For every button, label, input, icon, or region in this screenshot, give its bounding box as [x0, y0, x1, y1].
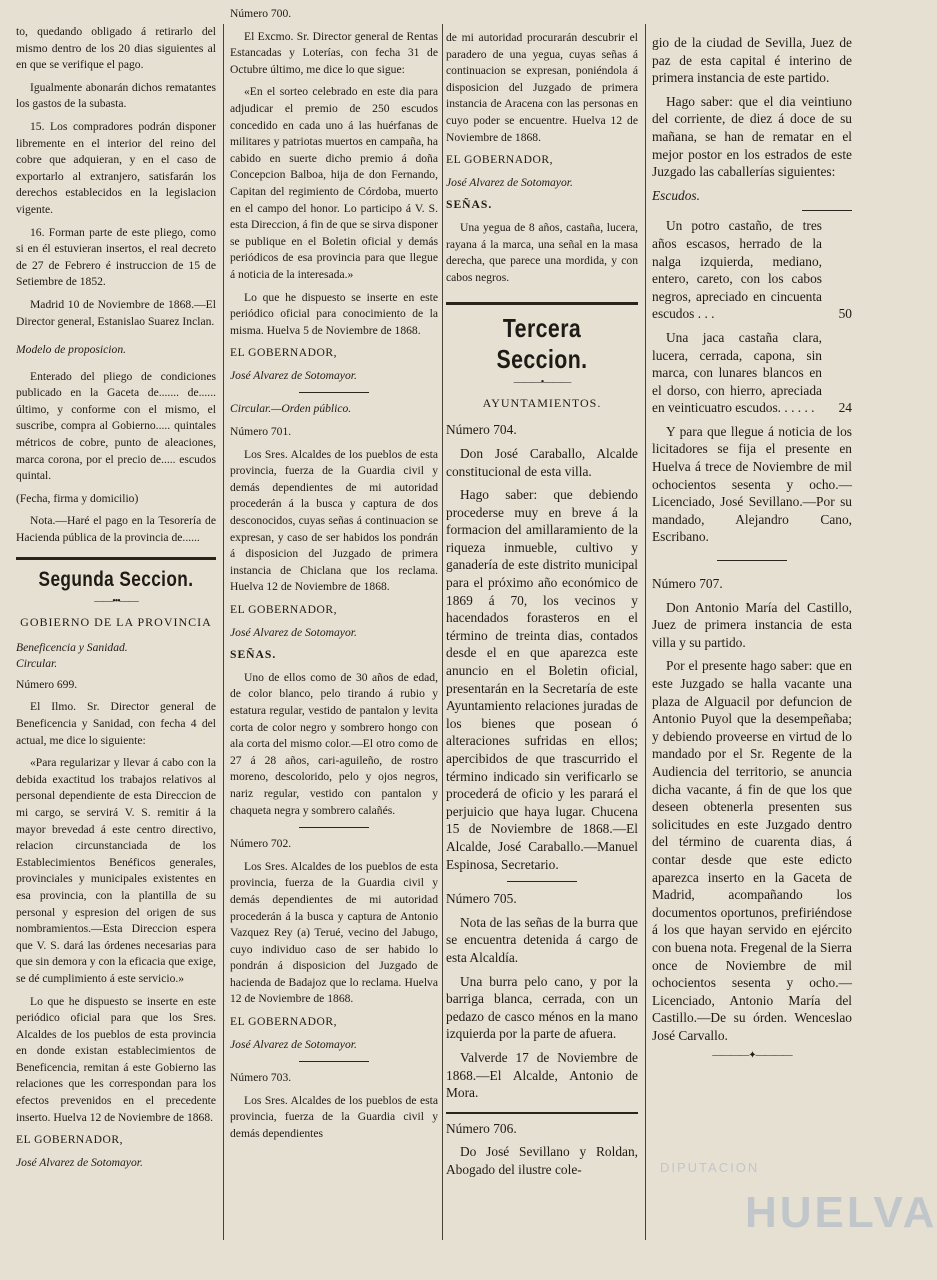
paragraph: Nota.—Haré el pago en la Tesorería de Hacienda pública de la provincia de...... — [16, 514, 216, 545]
column-3 — [446, 30, 638, 1250]
paragraph: Los Sres. Alcaldes de los pueblos de esta provincia, fuerza de la Guardia civil y demás dependientes — [230, 1093, 438, 1141]
signature-name: José Alvarez de Sotomayor. — [230, 368, 357, 382]
paragraph: Do José Sevillano y Roldan, Abogado del ilustre cole- — [446, 1144, 638, 1177]
ornament-divider: ——•••—— — [94, 595, 138, 607]
signature-title: EL GOBERNADOR, — [446, 153, 554, 167]
signature-name: José Alvarez de Sotomayor. — [446, 175, 573, 189]
notice-number: Número 699. — [16, 677, 78, 691]
paragraph: Don Antonio María del Castillo, Juez de primera instancia de esta villa y su partido. — [652, 599, 852, 650]
item-description: Una jaca castaña clara, lucera, cerrada, capona, sin marca, con lunares blancos en el dorso, con hierro, apreciada en veinticuatro escudos. . . . . . — [652, 329, 822, 416]
column-rule — [645, 24, 646, 1240]
paragraph: to, quedando obligado á retirarlo del mismo dentro de los 20 dias siguientes al en que se verifique el pago. — [16, 25, 216, 72]
paragraph: gio de la ciudad de Sevilla, Juez de paz de esta capital é interino de primera instancia de este partido. — [652, 35, 852, 86]
paragraph: Por el presente hago saber: que en este Juzgado se halla vacante una plaza de Alguacil por defuncion de Antonio Puyol que la desempeñaba; y debiendo proveerse en virtud de lo mandado por el Sr. Regente de la Audiencia del territorio, se anuncia dicha vacante, á fin de que los que deseen obtenerla presenten sus solicitudes en este Juzgado dentro del término de cuarenta dias, á contar desde que este edicto aparezca inserto en la Gaceta de Madrid, acompañando los documentos oportunos, prefiriéndose á los que hayan servido en ejército con buena nota. Fregenal de la Sierra once de Noviembre de mil ochocientos sesenta y ocho.—Licenciado, Antonio María del Castillo.—De su órden. Wenceslao José Carvallo. — [652, 658, 852, 1043]
column-1 — [16, 24, 216, 1250]
section-heading: Segunda Seccion. — [38, 567, 194, 591]
paragraph: «En el sorteo celebrado en este dia para adjudicar el premio de 250 escudos concedido en cada uno á las huérfanas de militares y patriotas muertos en campaña, ha cabido en suerte dicho premio á doña Concepcion Balboa, hija de don Fernando, Capitan del regimiento de Córdoba, muerto en el campo del honor. Lo participo á V. S. esta Direccion, á fin de que se sirva disponer se publique en el Boletin oficial y demás periódicos de esa provincia para que llegue á noticia de la interesada.» — [230, 85, 438, 281]
notice-number: Número 707. — [652, 576, 723, 592]
notice-number: Número 704. — [446, 422, 517, 438]
auction-item — [652, 217, 852, 329]
notice-number: Número 703. — [230, 1071, 292, 1085]
form-signature-line: (Fecha, firma y domicilio) — [16, 491, 139, 505]
notice-number: Número 700. — [230, 7, 292, 20]
notice-706 — [446, 1120, 638, 1179]
ornament-divider: ———•——— — [513, 377, 571, 389]
notice-705 — [446, 890, 638, 1102]
paragraph: Los Sres. Alcaldes de los pueblos de esta provincia, fuerza de la Guardia civil y demás dependientes de mi autoridad procederán á la busca y captura de Antonio Vazquez Rey (a) Terué, vecino del Jabugo, cuyo individuo caso de ser habido lo pondrán á disposicion del Juzgado de hacienda de Badajoz que lo reclama. Huelva 12 de Noviembre de 1868. — [230, 859, 438, 1006]
column-2 — [230, 6, 438, 1250]
item-description: Un potro castaño, de tres años escasos, herrado de la nalga izquierda, mediano, entero, careto, con los cabos negros, apreciado en cincuenta escudos . . . — [652, 218, 822, 322]
divider — [16, 557, 216, 560]
column-rule — [223, 24, 224, 1240]
divider — [802, 210, 852, 211]
watermark: HUELVA — [745, 1188, 937, 1237]
divider — [717, 560, 787, 561]
section-subtitle: Circular. — [16, 657, 58, 671]
column-label: Escudos. — [652, 187, 700, 203]
divider — [446, 1112, 638, 1114]
paragraph: Los Sres. Alcaldes de los pueblos de esta provincia, fuerza de la Guardia civil y demás dependientes de mi autoridad procederán á la busca y captura de dos desconocidos, cuyas señas á continuacion se expresan, y caso de ser habidos los pondrán á disposicion del Juzgado de primera instancia de Chiclana que los reclama. Huelva 12 de Noviembre de 1868. — [230, 447, 438, 594]
subheading: GOBIERNO DE LA PROVINCIA — [20, 614, 212, 629]
signature-title: EL GOBERNADOR, — [230, 346, 338, 360]
signature-name: José Alvarez de Sotomayor. — [230, 625, 357, 639]
paragraph: Una yegua de 8 años, castaña, lucera, rayana á la marca, una señal en la masa derecha, que parece una mordida, y con cabos negros. — [446, 220, 638, 284]
paragraph: Y para que llegue á noticia de los licitadores se fija el presente en Huelva á trece de Noviembre de mil ochocientos sesenta y ocho.—Licenciado, José Sevillano.—Por su mandado, Alejandro Cano, Escribano. — [652, 423, 852, 545]
paragraph: Hago saber: que debiendo procederse muy en breve á la formacion del amillaramiento de la riqueza inmueble, cultivo y ganadería de este distrito municipal para el próximo año económico de 1869 á 70, los vecinos y hacendados forasteros en el término de treinta dias, contados desde el en que aparezca este anuncio en el Boletin oficial, presentarán en la Secretaría de este Ayuntamiento relaciones juradas de los bienes que posean ó alteraciones sufridas en ellos; apercibidos de que trascurrido el término indicado sin verificarlo se procederá de oficio y les parará el perjuicio que haya lugar. Chucena 15 de Noviembre de 1868.—El Alcalde, José Caraballo.—Manuel Espinosa, Secretario. — [446, 487, 638, 872]
signature-name: José Alvarez de Sotomayor. — [230, 1037, 357, 1051]
paragraph: de mi autoridad procurarán descubrir el paradero de una yegua, cuyas señas á continuacion se expresan, poniéndola á disposicion del Juzgado de primera instancia de Aracena con las personas en cuyo poder se encuentre. Huelva 12 de Noviembre de 1868. — [446, 31, 638, 144]
paragraph: Uno de ellos como de 30 años de edad, de color blanco, pelo tirando á rubio y estatura regular, vestido de pantalon y levita corta de color negro y sombrero hongo con ala corta del mismo color.—El otro como de 27 á 28 años, cari-aguileño, de rostro moreno, descolorido, pelo y ojos negros, nariz regular, vestido con pantalon y chaqueta negra y sombrero calañés. — [230, 670, 438, 817]
column-rule — [442, 24, 443, 1240]
paragraph: «Para regularizar y llevar á cabo con la debida exactitud los trabajos relativos al personal dependiente de esta Direccion de mi cargo, se servirá V. S. remitir á la mayor brevedad á este centro directivo, relacion circunstanciada de los Establecimientos Benéficos generales, provinciales y municipales existentes en esa provincia, con la plantilla de su personal y espresion del origen de sus nombramientos.—Esta Direccion espera que V. S. dará las órdenes necesarias para que sin demora y con la eficacia que exige, se dé cumplimiento á este servicio.» — [16, 756, 216, 985]
divider — [507, 881, 577, 882]
paragraph: Nota de las señas de la burra que se encuentra detenida á cargo de esta Alcaldía. — [446, 914, 638, 965]
paragraph: El Ilmo. Sr. Director general de Beneficencia y Sanidad, con fecha 4 del actual, me dice lo siguiente: — [16, 700, 216, 747]
section-subtitle: Circular.—Orden público. — [230, 402, 352, 416]
watermark-small: DIPUTACION — [660, 1160, 760, 1175]
paragraph: El Excmo. Sr. Director general de Rentas Estancadas y Loterías, con fecha 31 de Octubre último, me dice lo que sigue: — [230, 29, 438, 76]
paragraph: Madrid 10 de Noviembre de 1868.—El Director general, Estanislao Suarez Inclan. — [16, 297, 216, 328]
divider — [299, 1061, 369, 1062]
divider — [299, 392, 369, 393]
paragraph: Hago saber: que el dia veintiuno del corriente, de diez á doce de su mañana, se han de rematar en el mejor postor en los estrados de este Juzgado las caballerías siguientes: — [652, 93, 852, 180]
item-price: 24 — [838, 400, 852, 416]
paragraph: Lo que he dispuesto se inserte en este periódico oficial para que los Sres. Alcaldes de los pueblos de esta provincia en donde existan establecimientos de Beneficencia, remitan á este Gobierno las relaciones que les correspondan para los efectos prevenidos en el precedente inserto. Huelva 12 de Noviembre de 1868. — [16, 994, 216, 1124]
notice-number: Número 701. — [230, 425, 292, 439]
divider — [299, 827, 369, 828]
section-heading: Tercera Seccion. — [496, 313, 588, 375]
signature-name: José Alvarez de Sotomayor. — [16, 1155, 143, 1169]
ornament-divider: ————✦———— — [712, 1050, 792, 1062]
signature-title: EL GOBERNADOR, — [230, 603, 338, 616]
column-4 — [652, 34, 852, 1250]
paragraph: Igualmente abonarán dichos rematantes los gastos de la subasta. — [16, 80, 216, 111]
paragraph: Don José Caraballo, Alcalde constitucional de esta villa. — [446, 445, 638, 479]
auction-item — [652, 329, 852, 423]
paragraph: Una burra pelo cano, y por la barriga blanca, cerrada, con un pedazo de casco ménos en la mano izquierda por la parte de afuera. — [446, 973, 638, 1042]
signs-heading: SEÑAS. — [230, 648, 277, 662]
paragraph: Enterado del pliego de condiciones publicado en la Gaceta de....... de...... último, y conforme con el mismo, el suscribe, compra al Gobierno..... quintales métricos de cobre, punto de aleaciones, marca corona, por el precio de..... escudos quintal. — [16, 369, 216, 483]
paragraph: Valverde 17 de Noviembre de 1868.—El Alcalde, Antonio de Mora. — [446, 1049, 638, 1101]
notice-number: Número 705. — [446, 891, 517, 907]
notice-704 — [446, 421, 638, 873]
subheading: AYUNTAMIENTOS. — [482, 396, 602, 411]
divider — [446, 302, 638, 305]
signature-title: EL GOBERNADOR, — [230, 1015, 338, 1029]
section-subtitle: Beneficencia y Sanidad. — [16, 640, 128, 654]
signs-heading: SEÑAS. — [446, 198, 493, 212]
notice-number: Número 702. — [230, 837, 292, 851]
section-subtitle: Modelo de proposicion. — [16, 343, 127, 357]
notice-number: Número 706. — [446, 1120, 517, 1136]
paragraph: 16. Forman parte de este pliego, como si en él estuvieran insertos, el real decreto de 27 de Febrero é instruccion de 15 de Setiembre de 1852. — [16, 225, 216, 289]
signature-title: EL GOBERNADOR, — [16, 1133, 124, 1147]
item-price: 50 — [838, 306, 852, 322]
paragraph: Lo que he dispuesto se inserte en este periódico oficial para conocimiento de la misma. Huelva 5 de Noviembre de 1868. — [230, 290, 438, 337]
paragraph: 15. Los compradores podrán disponer libremente en el interior del reino del cobre que adquieran, y en el caso de exportarlo al extranjero, satisfarán los derechos establecidos en la legislacion vigente. — [16, 119, 216, 216]
